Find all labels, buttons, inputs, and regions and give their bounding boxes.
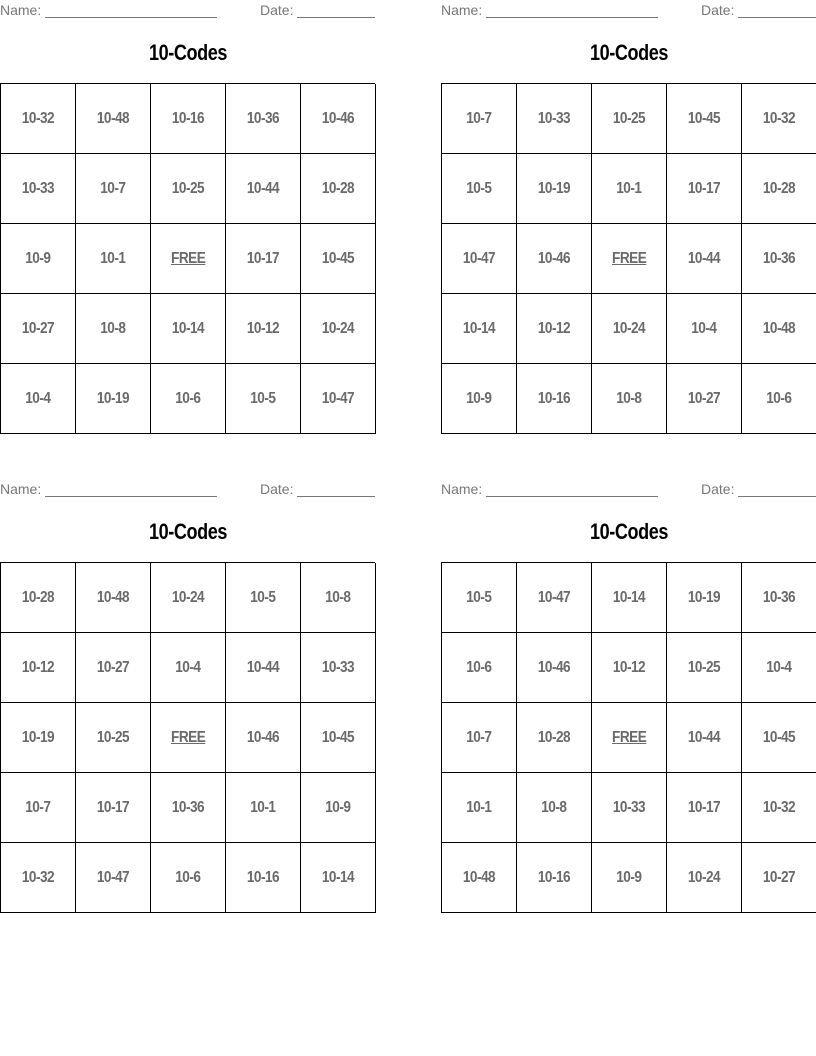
cell-code-text: 10-47 <box>462 249 496 267</box>
grid-cell <box>1 843 76 913</box>
grid-cell <box>592 364 667 434</box>
name-blank-line <box>486 17 658 18</box>
cell-code-text: 10-28 <box>537 728 571 746</box>
cell-code-text: 10-28 <box>762 179 796 197</box>
grid-cell <box>301 364 376 434</box>
grid-cell <box>301 843 376 913</box>
grid-cell <box>76 154 151 224</box>
cell-code-text: 10-36 <box>246 109 280 127</box>
grid-cell <box>151 364 226 434</box>
cell-code-text: FREE <box>170 728 206 746</box>
cell-code-text: 10-45 <box>321 249 355 267</box>
cell-code-text: 10-46 <box>537 658 571 676</box>
name-label: Name: <box>0 481 42 497</box>
grid-cell <box>151 773 226 843</box>
cell-code-text: 10-33 <box>537 109 571 127</box>
cell-code-text: 10-46 <box>537 249 571 267</box>
grid-cell <box>667 294 742 364</box>
cell-code-text: 10-12 <box>612 658 646 676</box>
grid-cell <box>301 563 376 633</box>
grid-cell <box>517 84 592 154</box>
cell-code-text: FREE <box>611 249 647 267</box>
cell-code-text: 10-19 <box>537 179 571 197</box>
grid-cell <box>667 224 742 294</box>
date-label: Date: <box>260 481 294 497</box>
grid-cell <box>1 563 76 633</box>
grid-cell <box>76 633 151 703</box>
grid-cell <box>76 563 151 633</box>
date-label: Date: <box>701 481 735 497</box>
name-blank-line <box>45 17 217 18</box>
cell-code-text: 10-27 <box>762 868 796 886</box>
name-date-header <box>441 2 816 20</box>
cell-code-text: 10-17 <box>687 798 721 816</box>
grid-cell <box>517 633 592 703</box>
cell-code-text: 10-48 <box>462 868 496 886</box>
grid-cell <box>1 224 76 294</box>
grid-cell <box>226 154 301 224</box>
cell-code-text: 10-27 <box>21 319 55 337</box>
cell-code-text: 10-19 <box>96 389 130 407</box>
grid-cell <box>742 294 816 364</box>
grid-cell <box>667 773 742 843</box>
cell-code-text: 10-9 <box>616 868 642 886</box>
name-date-header <box>0 481 376 499</box>
grid-cell <box>301 294 376 364</box>
grid-cell <box>151 563 226 633</box>
free-space-cell <box>592 224 667 294</box>
cell-code-text: 10-36 <box>762 249 796 267</box>
cell-code-text: 10-32 <box>762 798 796 816</box>
cell-code-text: 10-9 <box>25 249 51 267</box>
grid-cell <box>301 773 376 843</box>
grid-cell <box>226 703 301 773</box>
cell-code-text: 10-7 <box>100 179 126 197</box>
cell-code-text: 10-47 <box>321 389 355 407</box>
cell-code-text: 10-6 <box>766 389 792 407</box>
bingo-grid <box>441 83 816 434</box>
grid-cell <box>667 563 742 633</box>
cell-code-text: 10-19 <box>21 728 55 746</box>
cell-code-text: 10-45 <box>687 109 721 127</box>
grid-cell <box>1 364 76 434</box>
grid-cell <box>517 364 592 434</box>
name-blank-line <box>45 496 217 497</box>
cell-code-text: 10-1 <box>250 798 276 816</box>
bingo-card-2 <box>441 0 816 436</box>
cell-code-text: 10-5 <box>466 588 492 606</box>
cell-code-text: 10-28 <box>321 179 355 197</box>
cell-code-text: 10-45 <box>762 728 796 746</box>
grid-cell <box>226 633 301 703</box>
grid-cell <box>151 633 226 703</box>
grid-cell <box>592 563 667 633</box>
cell-code-text: 10-4 <box>175 658 201 676</box>
date-blank-line <box>297 17 375 18</box>
grid-cell <box>151 294 226 364</box>
grid-cell <box>517 224 592 294</box>
grid-cell <box>226 84 301 154</box>
bingo-grid <box>0 83 375 434</box>
cell-code-text: 10-16 <box>246 868 280 886</box>
grid-cell <box>667 364 742 434</box>
grid-cell <box>592 633 667 703</box>
grid-cell <box>226 773 301 843</box>
name-date-header <box>0 2 376 20</box>
cell-code-text: 10-32 <box>21 109 55 127</box>
date-blank-line <box>738 17 816 18</box>
grid-cell <box>742 563 816 633</box>
cell-code-text: 10-4 <box>25 389 51 407</box>
grid-cell <box>226 843 301 913</box>
cell-code-text: 10-9 <box>325 798 351 816</box>
free-space-cell <box>592 703 667 773</box>
grid-cell <box>517 294 592 364</box>
cell-code-text: 10-36 <box>171 798 205 816</box>
cell-code-text: 10-24 <box>687 868 721 886</box>
grid-cell <box>592 843 667 913</box>
grid-cell <box>1 633 76 703</box>
cell-code-text: 10-25 <box>171 179 205 197</box>
cell-code-text: 10-6 <box>175 389 201 407</box>
cell-code-text: 10-46 <box>321 109 355 127</box>
cell-code-text: 10-19 <box>687 588 721 606</box>
cell-code-text: 10-47 <box>537 588 571 606</box>
cell-code-text: 10-6 <box>466 658 492 676</box>
grid-cell <box>301 703 376 773</box>
grid-cell <box>301 633 376 703</box>
grid-cell <box>442 224 517 294</box>
cell-code-text: 10-9 <box>466 389 492 407</box>
grid-cell <box>592 154 667 224</box>
grid-cell <box>151 843 226 913</box>
grid-cell <box>301 84 376 154</box>
grid-cell <box>517 843 592 913</box>
grid-cell <box>226 294 301 364</box>
date-label: Date: <box>701 2 735 18</box>
cell-code-text: FREE <box>170 249 206 267</box>
card-title: 10-Codes <box>590 519 668 544</box>
cell-code-text: 10-33 <box>321 658 355 676</box>
name-blank-line <box>486 496 658 497</box>
cell-code-text: 10-1 <box>466 798 492 816</box>
grid-cell <box>226 364 301 434</box>
cell-code-text: 10-44 <box>246 658 280 676</box>
cell-code-text: FREE <box>611 728 647 746</box>
cell-code-text: 10-24 <box>171 588 205 606</box>
cell-code-text: 10-14 <box>612 588 646 606</box>
grid-cell <box>667 843 742 913</box>
cell-code-text: 10-46 <box>246 728 280 746</box>
grid-cell <box>1 773 76 843</box>
grid-cell <box>1 84 76 154</box>
cell-code-text: 10-5 <box>250 588 276 606</box>
bingo-card-1 <box>0 0 376 436</box>
name-date-header <box>441 481 816 499</box>
cell-code-text: 10-8 <box>100 319 126 337</box>
cell-code-text: 10-7 <box>466 728 492 746</box>
cell-code-text: 10-44 <box>246 179 280 197</box>
date-blank-line <box>738 496 816 497</box>
grid-cell <box>442 703 517 773</box>
cell-code-text: 10-8 <box>325 588 351 606</box>
cell-code-text: 10-48 <box>96 588 130 606</box>
bingo-grid <box>0 562 375 913</box>
grid-cell <box>592 84 667 154</box>
grid-cell <box>742 84 816 154</box>
cell-code-text: 10-16 <box>537 389 571 407</box>
card-title: 10-Codes <box>149 519 227 544</box>
cell-code-text: 10-14 <box>171 319 205 337</box>
name-label: Name: <box>441 481 483 497</box>
grid-cell <box>667 154 742 224</box>
cell-code-text: 10-28 <box>21 588 55 606</box>
grid-cell <box>442 563 517 633</box>
grid-cell <box>301 224 376 294</box>
cell-code-text: 10-12 <box>21 658 55 676</box>
cell-code-text: 10-1 <box>100 249 126 267</box>
date-blank-line <box>297 496 375 497</box>
cell-code-text: 10-36 <box>762 588 796 606</box>
grid-cell <box>742 773 816 843</box>
grid-cell <box>667 84 742 154</box>
cell-code-text: 10-4 <box>691 319 717 337</box>
bingo-card-4 <box>441 479 816 915</box>
grid-cell <box>1 294 76 364</box>
cell-code-text: 10-17 <box>96 798 130 816</box>
bingo-card-3 <box>0 479 376 915</box>
cell-code-text: 10-33 <box>612 798 646 816</box>
cell-code-text: 10-25 <box>687 658 721 676</box>
cell-code-text: 10-48 <box>96 109 130 127</box>
grid-cell <box>667 703 742 773</box>
cell-code-text: 10-25 <box>612 109 646 127</box>
cell-code-text: 10-8 <box>541 798 567 816</box>
cell-code-text: 10-32 <box>762 109 796 127</box>
grid-cell <box>742 364 816 434</box>
cell-code-text: 10-1 <box>616 179 642 197</box>
name-label: Name: <box>441 2 483 18</box>
grid-cell <box>442 633 517 703</box>
cell-code-text: 10-27 <box>96 658 130 676</box>
grid-cell <box>226 563 301 633</box>
grid-cell <box>76 294 151 364</box>
free-space-cell <box>151 224 226 294</box>
cell-code-text: 10-44 <box>687 249 721 267</box>
cell-code-text: 10-4 <box>766 658 792 676</box>
cell-code-text: 10-47 <box>96 868 130 886</box>
cell-code-text: 10-25 <box>96 728 130 746</box>
grid-cell <box>76 703 151 773</box>
cell-code-text: 10-24 <box>612 319 646 337</box>
free-space-cell <box>151 703 226 773</box>
grid-cell <box>442 84 517 154</box>
grid-cell <box>1 154 76 224</box>
cell-code-text: 10-7 <box>466 109 492 127</box>
grid-cell <box>442 364 517 434</box>
grid-cell <box>742 154 816 224</box>
grid-cell <box>517 154 592 224</box>
cell-code-text: 10-48 <box>762 319 796 337</box>
cell-code-text: 10-5 <box>250 389 276 407</box>
cell-code-text: 10-17 <box>246 249 280 267</box>
grid-cell <box>742 843 816 913</box>
cell-code-text: 10-6 <box>175 868 201 886</box>
grid-cell <box>442 843 517 913</box>
cell-code-text: 10-44 <box>687 728 721 746</box>
cell-code-text: 10-14 <box>462 319 496 337</box>
cell-code-text: 10-45 <box>321 728 355 746</box>
grid-cell <box>592 294 667 364</box>
grid-cell <box>442 154 517 224</box>
grid-cell <box>667 633 742 703</box>
card-title: 10-Codes <box>149 40 227 65</box>
cell-code-text: 10-24 <box>321 319 355 337</box>
cell-code-text: 10-14 <box>321 868 355 886</box>
cell-code-text: 10-5 <box>466 179 492 197</box>
cell-code-text: 10-8 <box>616 389 642 407</box>
grid-cell <box>76 224 151 294</box>
cell-code-text: 10-16 <box>171 109 205 127</box>
cell-code-text: 10-33 <box>21 179 55 197</box>
grid-cell <box>517 703 592 773</box>
grid-cell <box>76 843 151 913</box>
grid-cell <box>151 84 226 154</box>
cell-code-text: 10-27 <box>687 389 721 407</box>
card-title: 10-Codes <box>590 40 668 65</box>
grid-cell <box>742 703 816 773</box>
cell-code-text: 10-12 <box>246 319 280 337</box>
grid-cell <box>442 294 517 364</box>
cell-code-text: 10-17 <box>687 179 721 197</box>
cell-code-text: 10-16 <box>537 868 571 886</box>
grid-cell <box>517 563 592 633</box>
grid-cell <box>226 224 301 294</box>
grid-cell <box>517 773 592 843</box>
name-label: Name: <box>0 2 42 18</box>
cell-code-text: 10-7 <box>25 798 51 816</box>
cell-code-text: 10-12 <box>537 319 571 337</box>
grid-cell <box>76 84 151 154</box>
grid-cell <box>442 773 517 843</box>
grid-cell <box>742 633 816 703</box>
bingo-grid <box>441 562 816 913</box>
grid-cell <box>301 154 376 224</box>
grid-cell <box>76 364 151 434</box>
date-label: Date: <box>260 2 294 18</box>
cell-code-text: 10-32 <box>21 868 55 886</box>
grid-cell <box>151 154 226 224</box>
grid-cell <box>76 773 151 843</box>
grid-cell <box>1 703 76 773</box>
grid-cell <box>592 773 667 843</box>
grid-cell <box>742 224 816 294</box>
